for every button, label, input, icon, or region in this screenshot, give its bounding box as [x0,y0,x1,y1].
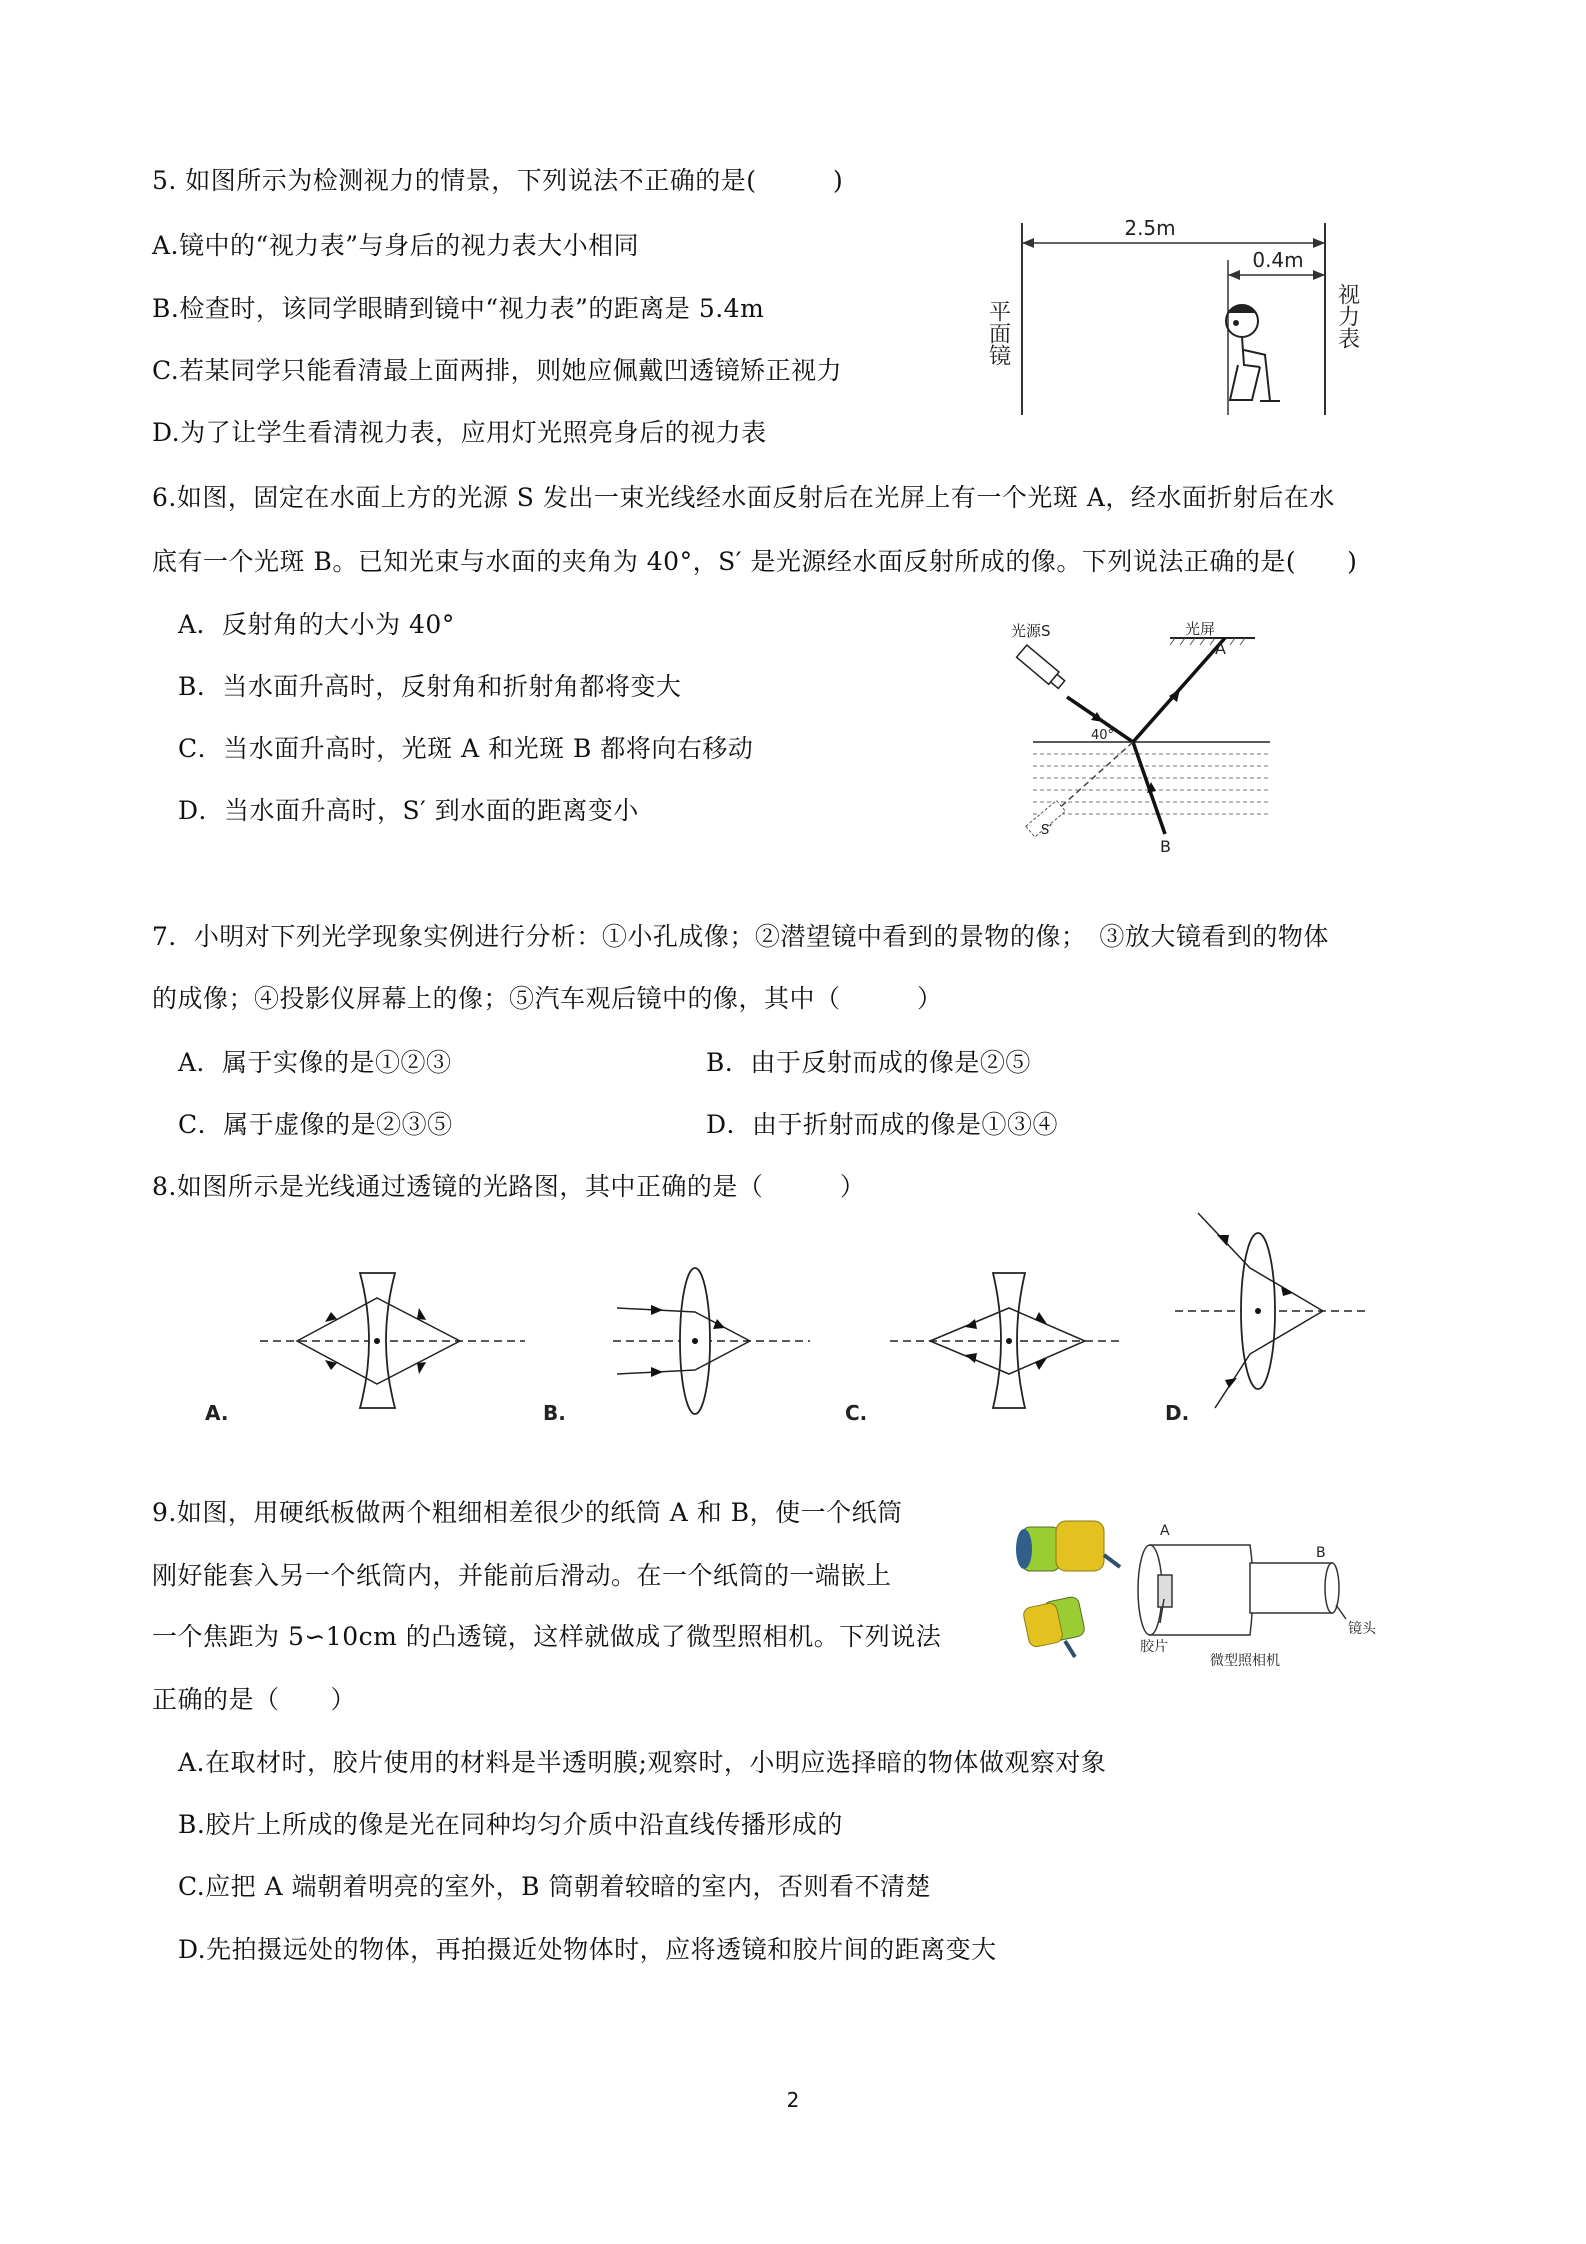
q9-option-c: C.应把 A 端朝着明亮的室外，B 筒朝着较暗的室内，否则看不清楚 [178,1872,931,1901]
q6-stem-line1: 6.如图，固定在水面上方的光源 S 发出一束光线经水面反射后在光屏上有一个光斑 A，经水面折射后在水 [152,483,1335,512]
q6-option-b: B．当水面升高时，反射角和折射角都将变大 [178,672,682,701]
q5-dist-small: 0.4m [1252,248,1304,272]
q8-label-b: B. [543,1401,566,1425]
q7-option-c: C．属于虚像的是②③⑤ [178,1110,453,1139]
q9-option-a: A.在取材时，胶片使用的材料是半透明膜;观察时，小明应选择暗的物体做观察对象 [178,1748,1107,1777]
q9-tube-b-label: B [1316,1545,1326,1561]
q8-stem: 8.如图所示是光线通过透镜的光路图，其中正确的是（ ） [152,1172,866,1201]
q8-label-d: D. [1165,1401,1190,1425]
micro-camera-diagram [1138,1545,1346,1635]
q9-stem-line3: 一个焦距为 5∽10cm 的凸透镜，这样就做成了微型照相机。下列说法 [152,1622,942,1651]
q5-chart-label: 视力表 [1334,283,1360,349]
q9-lens-label: 镜头 [1348,1621,1376,1637]
q6-option-a: A．反射角的大小为 40° [178,610,455,639]
q5-dist-total: 2.5m [1124,216,1176,240]
q5-option-a: A.镜中的“视力表”与身后的视力表大小相同 [152,231,640,260]
q8-label-c: C. [845,1401,868,1425]
q8-diagram-b [543,1268,810,1425]
q5-option-b: B.检查时，该同学眼睛到镜中“视力表”的距离是 5.4m [152,294,765,323]
q6-option-d: D．当水面升高时，S′ 到水面的距离变小 [178,796,639,825]
student-figure [1226,305,1280,401]
q6-angle-label: 40° [1091,728,1115,743]
q9-camera-label: 微型照相机 [1210,1653,1280,1669]
light-source-icon [1017,645,1067,691]
q8-label-a: A. [205,1401,229,1425]
q9-film-label: 胶片 [1140,1639,1168,1655]
q7-option-a: A．属于实像的是①②③ [178,1048,452,1077]
q6-figure-reflection [1005,612,1285,856]
q7-option-b: B．由于反射而成的像是②⑤ [706,1048,1031,1077]
q9-stem-line2: 刚好能套入另一个纸筒内，并能前后滑动。在一个纸筒的一端嵌上 [152,1561,892,1590]
q7-option-d: D．由于折射而成的像是①③④ [706,1110,1059,1139]
q6-spot-b-label: B [1160,837,1171,856]
q8-lens-diagrams [185,1208,1370,1438]
q7-stem-line1: 7．小明对下列光学现象实例进行分析：①小孔成像；②潜望镜中看到的景物的像； ③放大镜看到的物体 [152,922,1329,951]
q5-option-d: D.为了让学生看清视力表，应用灯光照亮身后的视力表 [152,418,767,447]
page-number: 2 [786,2088,800,2112]
q8-diagram-d [1165,1213,1367,1425]
q7-stem-line2: 的成像；④投影仪屏幕上的像；⑤汽车观后镜中的像，其中（ ） [152,984,943,1013]
q9-option-b: B.胶片上所成的像是光在同种均匀介质中沿直线传播形成的 [178,1810,843,1839]
q8-diagram-c [845,1273,1120,1425]
q5-option-c: C.若某同学只能看清最上面两排，则她应佩戴凹透镜矫正视力 [152,356,843,385]
q5-mirror-label: 平面镜 [985,300,1011,366]
q5-stem: 5. 如图所示为检测视力的情景，下列说法不正确的是( ) [152,166,844,195]
q5-figure-eye-test [985,205,1380,420]
q9-option-d: D.先拍摄远处的物体，再拍摄近处物体时，应将透镜和胶片间的距离变大 [178,1935,997,1964]
q9-stem-line4: 正确的是（ ） [152,1685,357,1714]
q6-stem-line2: 底有一个光斑 B。已知光束与水面的夹角为 40°，S′ 是光源经水面反射所成的像。下列说法正确的是( ) [152,547,1358,576]
q6-source-label: 光源S [1011,622,1051,640]
q6-screen-label: 光屏 [1185,620,1216,638]
q6-spot-a-label: A [1215,639,1226,658]
q9-figure-camera [1010,1505,1390,1675]
q8-diagram-a [205,1273,525,1425]
q9-stem-line1: 9.如图，用硬纸板做两个粗细相差很少的纸筒 A 和 B，使一个纸筒 [152,1498,903,1527]
q6-option-c: C．当水面升高时，光斑 A 和光斑 B 都将向右移动 [178,734,754,763]
q6-image-label: S′ [1041,823,1053,838]
q9-tube-a-label: A [1160,1523,1170,1539]
paper-tube-photo-icon [1016,1521,1120,1657]
